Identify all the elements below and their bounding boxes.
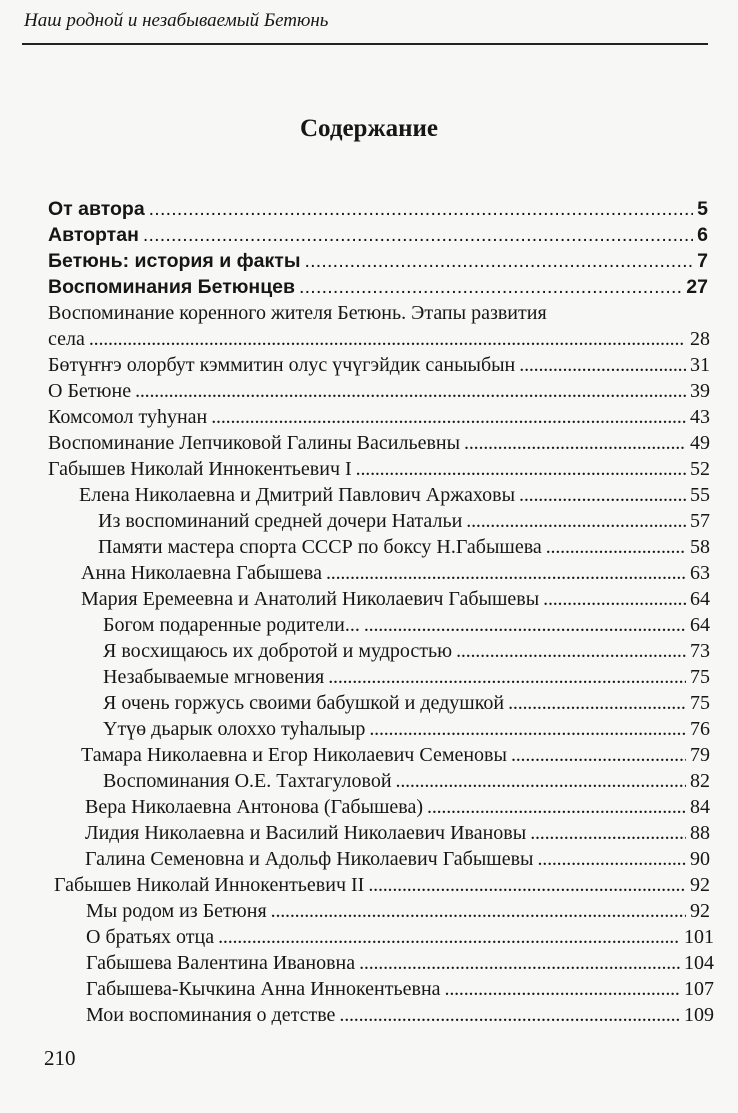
toc-entry-page: 88 (690, 822, 710, 844)
toc-entry-page: 28 (690, 328, 710, 350)
toc-entry-title: Из воспоминаний средней дочери Натальи (98, 510, 463, 532)
toc-entry-title: Воспоминание Лепчиковой Галины Васильевны (48, 432, 461, 454)
toc-entry-title: Габышева-Кычкина Анна Иннокентьевна (86, 978, 441, 1000)
toc-entry-page: 75 (690, 666, 710, 688)
dot-leader (211, 404, 686, 430)
toc-entry-page: 76 (690, 718, 710, 740)
dot-leader (456, 638, 686, 664)
dot-leader (519, 482, 686, 508)
toc-entry (48, 352, 710, 378)
toc-entry-title: Комсомол туһунан (48, 406, 208, 428)
dot-leader (328, 664, 686, 690)
dot-leader (364, 612, 686, 638)
toc-entry (48, 326, 710, 352)
toc-entry-page: 6 (697, 224, 708, 246)
toc-entry-title: Воспоминание коренного жителя Бетюнь. Этапы развития (48, 302, 547, 324)
dot-leader (326, 560, 686, 586)
toc-entry (86, 924, 714, 950)
toc-entry (86, 976, 714, 1002)
toc-entry-title: Мы родом из Бетюня (86, 900, 267, 922)
toc-entry-title: Автортан (48, 224, 139, 246)
toc-entry-title: Воспоминания О.Е. Тахтагуловой (103, 770, 392, 792)
toc-entry (81, 586, 710, 612)
toc-entry (79, 482, 710, 508)
toc-entry (48, 274, 708, 300)
toc-entry-page: 49 (690, 432, 710, 454)
toc-entry (48, 456, 710, 482)
toc-entry-page: 92 (690, 900, 710, 922)
toc-entry-page: 57 (690, 510, 710, 532)
toc-entry (48, 404, 710, 430)
dot-leader (466, 508, 686, 534)
toc-entry-title: Үтүө дьарык олоххо туһалыыр (103, 718, 366, 740)
toc-entry (85, 820, 710, 846)
toc-entry (86, 898, 710, 924)
toc-entry-page: 63 (690, 562, 710, 584)
toc-entry (81, 560, 710, 586)
toc-entry (48, 378, 710, 404)
dot-leader (359, 950, 680, 976)
toc-entry-title: Памяти мастера спорта СССР по боксу Н.Габышева (98, 536, 542, 558)
toc-entry-title: Мария Еремеевна и Анатолий Николаевич Габышевы (81, 588, 540, 610)
toc-entry-page: 52 (690, 458, 710, 480)
toc-entry (86, 950, 714, 976)
toc-entry-page: 43 (690, 406, 710, 428)
dot-leader (427, 794, 686, 820)
dot-leader (356, 456, 686, 482)
toc-entry-title: Мои воспоминания о детстве (86, 1004, 336, 1026)
toc-entry-title: Анна Николаевна Габышева (81, 562, 322, 584)
toc-entry-page: 64 (690, 588, 710, 610)
page-title: Содержание (299, 115, 438, 142)
dot-leader (339, 1002, 680, 1028)
page-number: 210 (44, 1046, 76, 1070)
toc-entry-page: 73 (690, 640, 710, 662)
toc-entry-page: 84 (690, 796, 710, 818)
toc-entry (48, 222, 708, 248)
dot-leader (543, 586, 686, 612)
toc-entry-page: 79 (690, 744, 710, 766)
toc-entry-title: Воспоминания Бетюнцев (48, 276, 296, 298)
toc-entry (103, 612, 710, 638)
toc-entry-title: Бөтүҥҥэ олорбут кэммитин олус үчүгэйдик саныыбын (48, 354, 516, 376)
dot-leader (368, 872, 686, 898)
toc-entry-title: Вера Николаевна Антонова (Габышева) (85, 796, 424, 818)
toc-entry-title: Богом подаренные родители... (103, 614, 360, 636)
toc-entry (86, 1002, 714, 1028)
dot-leader (511, 742, 686, 768)
toc-entry-page: 27 (686, 276, 708, 298)
dot-leader (546, 534, 686, 560)
toc-entry (103, 664, 710, 690)
header-rule (22, 43, 708, 45)
toc-entry-page: 31 (690, 354, 710, 376)
toc-entry-title: Габышев Николай Иннокентьевич I (48, 458, 352, 480)
toc-entry-page: 104 (684, 952, 714, 974)
dot-leader (519, 352, 686, 378)
toc-entry (103, 690, 710, 716)
dot-leader (445, 976, 680, 1002)
toc-entry-page: 39 (690, 380, 710, 402)
toc-entry-page: 5 (697, 198, 708, 220)
toc-entry (98, 534, 710, 560)
running-header: Наш родной и незабываемый Бетюнь (24, 10, 329, 31)
dot-leader (530, 820, 686, 846)
dot-leader (537, 846, 686, 872)
toc-entry-title: Тамара Николаевна и Егор Николаевич Семеновы (81, 744, 507, 766)
dot-leader (464, 430, 686, 456)
toc-entry-page: 101 (684, 926, 714, 948)
dot-leader (135, 378, 686, 404)
toc-entry-title: Галина Семеновна и Адольф Николаевич Габышевы (85, 848, 534, 870)
toc-entry-page: 7 (697, 250, 708, 272)
toc-entry-title: Елена Николаевна и Дмитрий Павлович Аржаховы (79, 484, 516, 506)
toc-entry-page: 64 (690, 614, 710, 636)
toc-entry-title: От автора (48, 198, 145, 220)
dot-leader (508, 690, 686, 716)
toc-entry-title: Я восхищаюсь их добротой и мудростью (103, 640, 453, 662)
toc-entry-title: Габышев Николай Иннокентьевич II (54, 874, 365, 896)
dot-leader (305, 248, 694, 274)
toc-entry-page: 107 (684, 978, 714, 1000)
toc-entry-page: 92 (690, 874, 710, 896)
toc-entry-page: 82 (690, 770, 710, 792)
toc-entry (85, 794, 710, 820)
toc-entry-page: 58 (690, 536, 710, 558)
dot-leader (369, 716, 686, 742)
dot-leader (149, 196, 693, 222)
toc-entry-title: Лидия Николаевна и Василий Николаевич Ивановы (85, 822, 527, 844)
toc-entry (85, 846, 710, 872)
toc-entry-title: Габышева Валентина Ивановна (86, 952, 356, 974)
toc-entry (98, 508, 710, 534)
toc-entry-page: 55 (690, 484, 710, 506)
toc-entry (103, 768, 710, 794)
toc-entry (54, 872, 710, 898)
dot-leader (271, 898, 686, 924)
toc-entry (103, 716, 710, 742)
toc-entry (103, 638, 710, 664)
toc-entry (48, 196, 708, 222)
toc-entry-page: 109 (684, 1004, 714, 1026)
toc-entry-title: Незабываемые мгновения (103, 666, 325, 688)
toc-entry (81, 742, 710, 768)
toc-entry-page: 75 (690, 692, 710, 714)
dot-leader (218, 924, 680, 950)
toc-entry (48, 430, 710, 456)
dot-leader (89, 326, 686, 352)
toc-entry (48, 248, 708, 274)
toc-entry-title: О братьях отца (86, 926, 215, 948)
dot-leader (396, 768, 686, 794)
toc-entry-title: Я очень горжусь своими бабушкой и дедушкой (103, 692, 505, 714)
toc-entry-title: села (48, 328, 85, 350)
toc-entry-title: Бетюнь: история и факты (48, 250, 301, 272)
toc-entry-title: О Бетюне (48, 380, 132, 402)
dot-leader (299, 274, 682, 300)
dot-leader (143, 222, 693, 248)
toc-entry-page: 90 (690, 848, 710, 870)
